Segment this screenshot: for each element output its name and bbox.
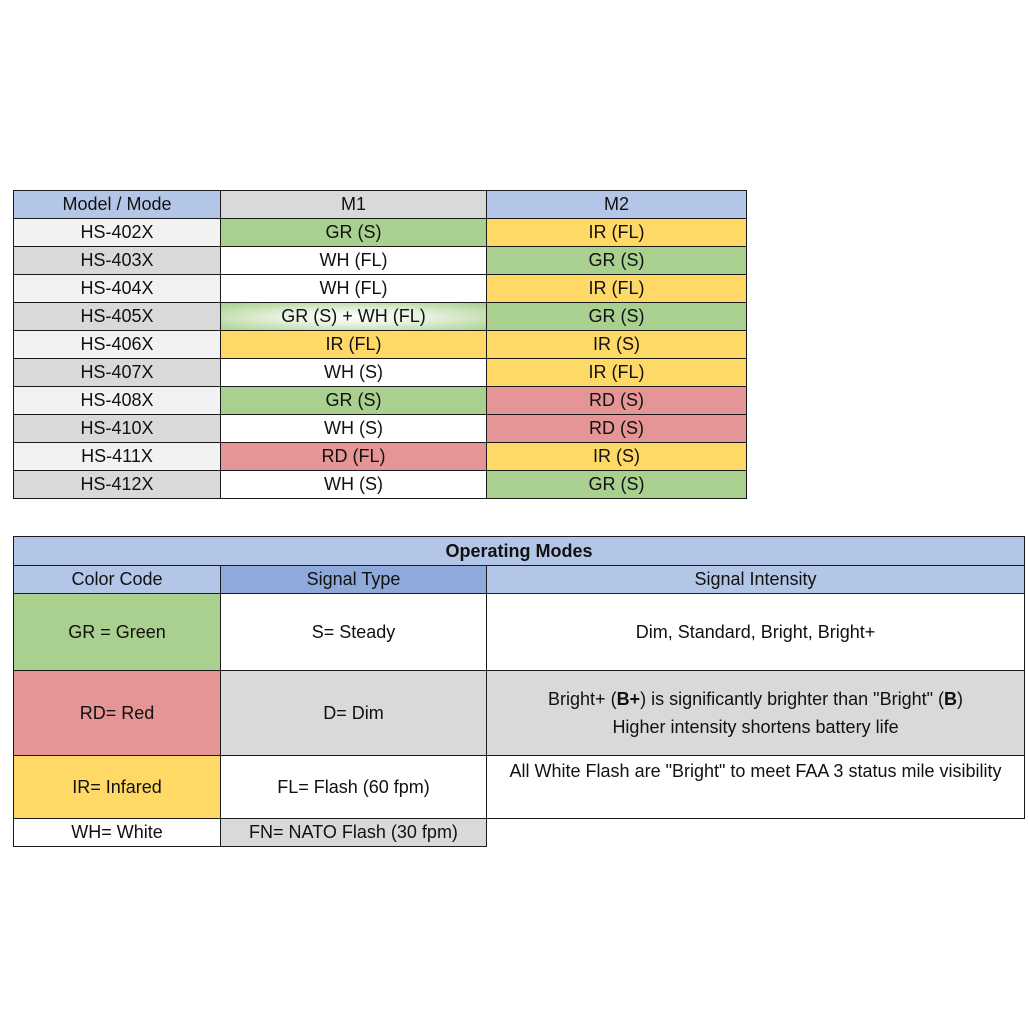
bold-b-plus: B+ xyxy=(616,689,641,709)
legend-row xyxy=(14,671,1025,756)
model-cell: HS-412X xyxy=(14,471,221,499)
header-signal-type: Signal Type xyxy=(221,566,487,594)
models-body xyxy=(14,219,747,499)
m1-cell: WH (S) xyxy=(221,415,487,443)
m1-cell: WH (S) xyxy=(221,471,487,499)
m1-cell: IR (FL) xyxy=(221,331,487,359)
legend-row xyxy=(14,756,1025,819)
m2-cell: RD (S) xyxy=(487,415,747,443)
model-cell: HS-406X xyxy=(14,331,221,359)
model-cell: HS-411X xyxy=(14,443,221,471)
table-row xyxy=(14,331,747,359)
text-part: Bright+ ( xyxy=(548,689,617,709)
m2-cell: IR (FL) xyxy=(487,219,747,247)
bold-b: B xyxy=(943,689,957,709)
m1-cell: GR (S) + WH (FL) xyxy=(221,303,487,331)
signal-type-nato-flash: FN= NATO Flash (30 fpm) xyxy=(221,819,487,847)
m2-cell: GR (S) xyxy=(487,303,747,331)
legend-row xyxy=(14,819,1025,847)
m1-cell: WH (FL) xyxy=(221,247,487,275)
table-row xyxy=(14,219,747,247)
text-part: ) is significantly brighter than "Bright" ( xyxy=(640,689,944,709)
m2-cell: IR (S) xyxy=(487,331,747,359)
model-cell: HS-405X xyxy=(14,303,221,331)
model-cell: HS-404X xyxy=(14,275,221,303)
intensity-white-flash-note: All White Flash are "Bright" to meet FAA 3 status mile visibility xyxy=(487,756,1025,819)
table-row xyxy=(14,303,747,331)
header-signal-intensity: Signal Intensity xyxy=(487,566,1025,594)
m1-cell: GR (S) xyxy=(221,219,487,247)
header-m1: M1 xyxy=(221,191,487,219)
intensity-levels: Dim, Standard, Bright, Bright+ xyxy=(487,594,1025,671)
table-row xyxy=(14,275,747,303)
m1-cell: WH (S) xyxy=(221,359,487,387)
m1-cell: WH (FL) xyxy=(221,275,487,303)
color-code-red: RD= Red xyxy=(14,671,221,756)
model-cell: HS-410X xyxy=(14,415,221,443)
header-color-code: Color Code xyxy=(14,566,221,594)
header-model-mode: Model / Mode xyxy=(14,191,221,219)
m2-cell: GR (S) xyxy=(487,247,747,275)
table-row xyxy=(14,443,747,471)
empty-cell xyxy=(487,819,1025,847)
legend-row xyxy=(14,594,1025,671)
table-row xyxy=(14,359,747,387)
header-m2: M2 xyxy=(487,191,747,219)
model-cell: HS-408X xyxy=(14,387,221,415)
intensity-bright-plus-note xyxy=(487,671,1025,756)
intensity-bright-plus-line1 xyxy=(487,685,1024,713)
operating-modes-title: Operating Modes xyxy=(14,537,1025,566)
table-row xyxy=(14,471,747,499)
table-row xyxy=(14,415,747,443)
color-code-white: WH= White xyxy=(14,819,221,847)
intensity-battery-note: Higher intensity shortens battery life xyxy=(612,717,899,737)
legend-title-row xyxy=(14,537,1025,566)
model-cell: HS-402X xyxy=(14,219,221,247)
model-cell: HS-407X xyxy=(14,359,221,387)
signal-type-flash: FL= Flash (60 fpm) xyxy=(221,756,487,819)
m2-cell: IR (FL) xyxy=(487,275,747,303)
color-code-green: GR = Green xyxy=(14,594,221,671)
m2-cell: GR (S) xyxy=(487,471,747,499)
legend-header-row xyxy=(14,566,1025,594)
m2-cell: IR (FL) xyxy=(487,359,747,387)
signal-type-dim: D= Dim xyxy=(221,671,487,756)
models-header-row xyxy=(14,191,747,219)
model-cell: HS-403X xyxy=(14,247,221,275)
operating-modes-table xyxy=(13,536,1025,847)
table-row xyxy=(14,247,747,275)
color-code-infrared: IR= Infared xyxy=(14,756,221,819)
table-row xyxy=(14,387,747,415)
m1-cell: GR (S) xyxy=(221,387,487,415)
m2-cell: RD (S) xyxy=(487,387,747,415)
text-part: ) xyxy=(956,689,963,709)
m1-cell: RD (FL) xyxy=(221,443,487,471)
signal-type-steady: S= Steady xyxy=(221,594,487,671)
m2-cell: IR (S) xyxy=(487,443,747,471)
models-table xyxy=(13,190,747,499)
